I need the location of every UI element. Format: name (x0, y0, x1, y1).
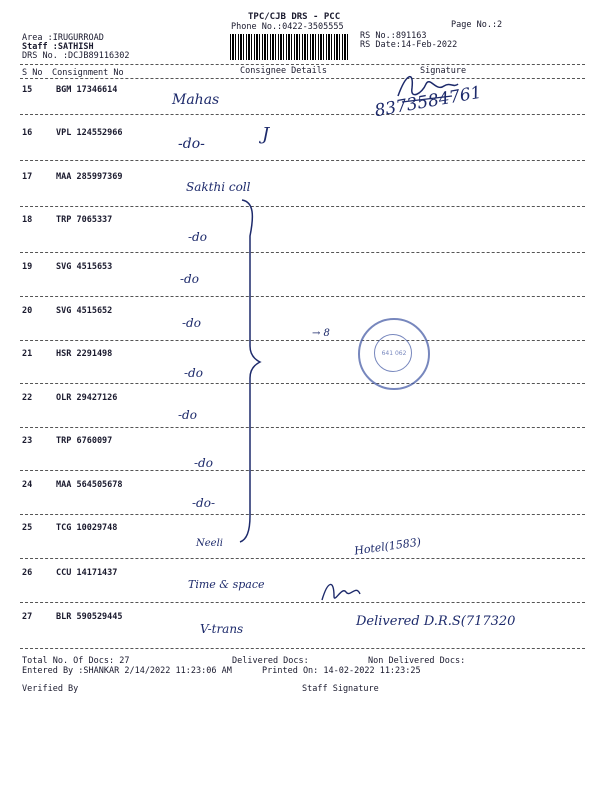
divider (20, 470, 585, 471)
divider (20, 78, 585, 79)
row-sno: 17 (22, 172, 33, 182)
col-signature: Signature (420, 66, 467, 76)
consignee-note: Neeli (196, 538, 223, 549)
handwritten-phone: 8373584761 (373, 82, 484, 122)
consignee-note: -do (178, 408, 197, 422)
divider (20, 427, 585, 428)
handwritten-signature: Hotel(1583) (353, 535, 422, 558)
divider (20, 383, 585, 384)
col-sno: S No (22, 68, 43, 78)
consignee-note: Sakthi coll (186, 180, 251, 194)
barcode (230, 34, 350, 60)
row-consignment: CCU 14171437 (56, 568, 118, 578)
signature-scribble (318, 576, 364, 606)
row-consignment: SVG 4515653 (56, 262, 113, 272)
row-sno: 20 (22, 306, 33, 316)
bracket-mark (236, 196, 266, 548)
consignee-note: -do- (192, 496, 216, 510)
col-consignment: Consignment No (52, 68, 124, 78)
non-delivered-docs: Non Delivered Docs: (368, 656, 466, 666)
row-consignment: TRP 6760097 (56, 436, 113, 446)
col-consignee: Consignee Details (240, 66, 327, 76)
row-sno: 23 (22, 436, 33, 446)
row-sno: 26 (22, 568, 33, 578)
row-consignment: HSR 2291498 (56, 349, 113, 359)
divider (20, 252, 585, 253)
row-consignment: BGM 17346614 (56, 85, 118, 95)
rs-number: RS No.:891163 (360, 31, 427, 41)
document-title: TPC/CJB DRS - PCC (248, 12, 341, 22)
delivered-docs: Delivered Docs: (232, 656, 309, 666)
consignee-note: -do (184, 366, 203, 380)
row-sno: 21 (22, 349, 33, 359)
stamp-arrow: → 8 (312, 328, 330, 339)
row-sno: 16 (22, 128, 33, 138)
rs-date: RS Date:14-Feb-2022 (360, 40, 458, 50)
consignee-note: -do- (178, 136, 205, 152)
row-sno: 15 (22, 85, 33, 95)
printed-on: Printed On: 14-02-2022 11:23:25 (262, 666, 421, 676)
row-sno: 18 (22, 215, 33, 225)
divider (20, 340, 585, 341)
row-consignment: MAA 564505678 (56, 480, 123, 490)
row-sno: 24 (22, 480, 33, 490)
area-label: Area :IRUGURROAD (22, 33, 104, 43)
consignee-note: -do (180, 272, 199, 286)
row-sno: 19 (22, 262, 33, 272)
row-sno: 25 (22, 523, 33, 533)
institution-stamp: 641 062 (358, 318, 430, 390)
row-consignment: TRP 7065337 (56, 215, 113, 225)
consignee-note: V-trans (200, 622, 244, 636)
handwritten-mark: J (262, 124, 270, 145)
row-consignment: TCG 10029748 (56, 523, 118, 533)
staff-signature: Staff Signature (302, 684, 379, 694)
entered-by: Entered By :SHANKAR 2/14/2022 11:23:06 AM (22, 666, 232, 676)
divider (20, 602, 585, 603)
staff-label: Staff :SATHISH (22, 42, 94, 52)
row-consignment: BLR 590529445 (56, 612, 123, 622)
consignee-note: -do (182, 316, 201, 330)
consignee-note: Time & space (188, 578, 265, 591)
divider (20, 114, 585, 115)
row-consignment: MAA 285997369 (56, 172, 123, 182)
divider (20, 648, 585, 649)
row-consignment: SVG 4515652 (56, 306, 113, 316)
row-consignment: VPL 124552966 (56, 128, 123, 138)
phone-number: Phone No.:0422-3505555 (231, 22, 344, 32)
divider (20, 514, 585, 515)
consignee-note: -do (194, 456, 213, 470)
divider (20, 64, 585, 65)
drs-number: DRS No. :DCJB89116302 (22, 51, 130, 61)
row-sno: 27 (22, 612, 33, 622)
row-consignment: OLR 29427126 (56, 393, 118, 403)
delivered-note: Delivered D.R.S(717320 (356, 614, 516, 629)
divider (20, 296, 585, 297)
divider (20, 206, 585, 207)
row-sno: 22 (22, 393, 33, 403)
divider (20, 558, 585, 559)
page-number: Page No.:2 (451, 20, 503, 30)
total-docs: Total No. Of Docs: 27 (22, 656, 130, 666)
signature-scribble (392, 66, 462, 108)
consignee-note: -do (188, 230, 207, 244)
divider (20, 160, 585, 161)
verified-by: Verified By (22, 684, 79, 694)
consignee-note: Mahas (172, 92, 220, 108)
